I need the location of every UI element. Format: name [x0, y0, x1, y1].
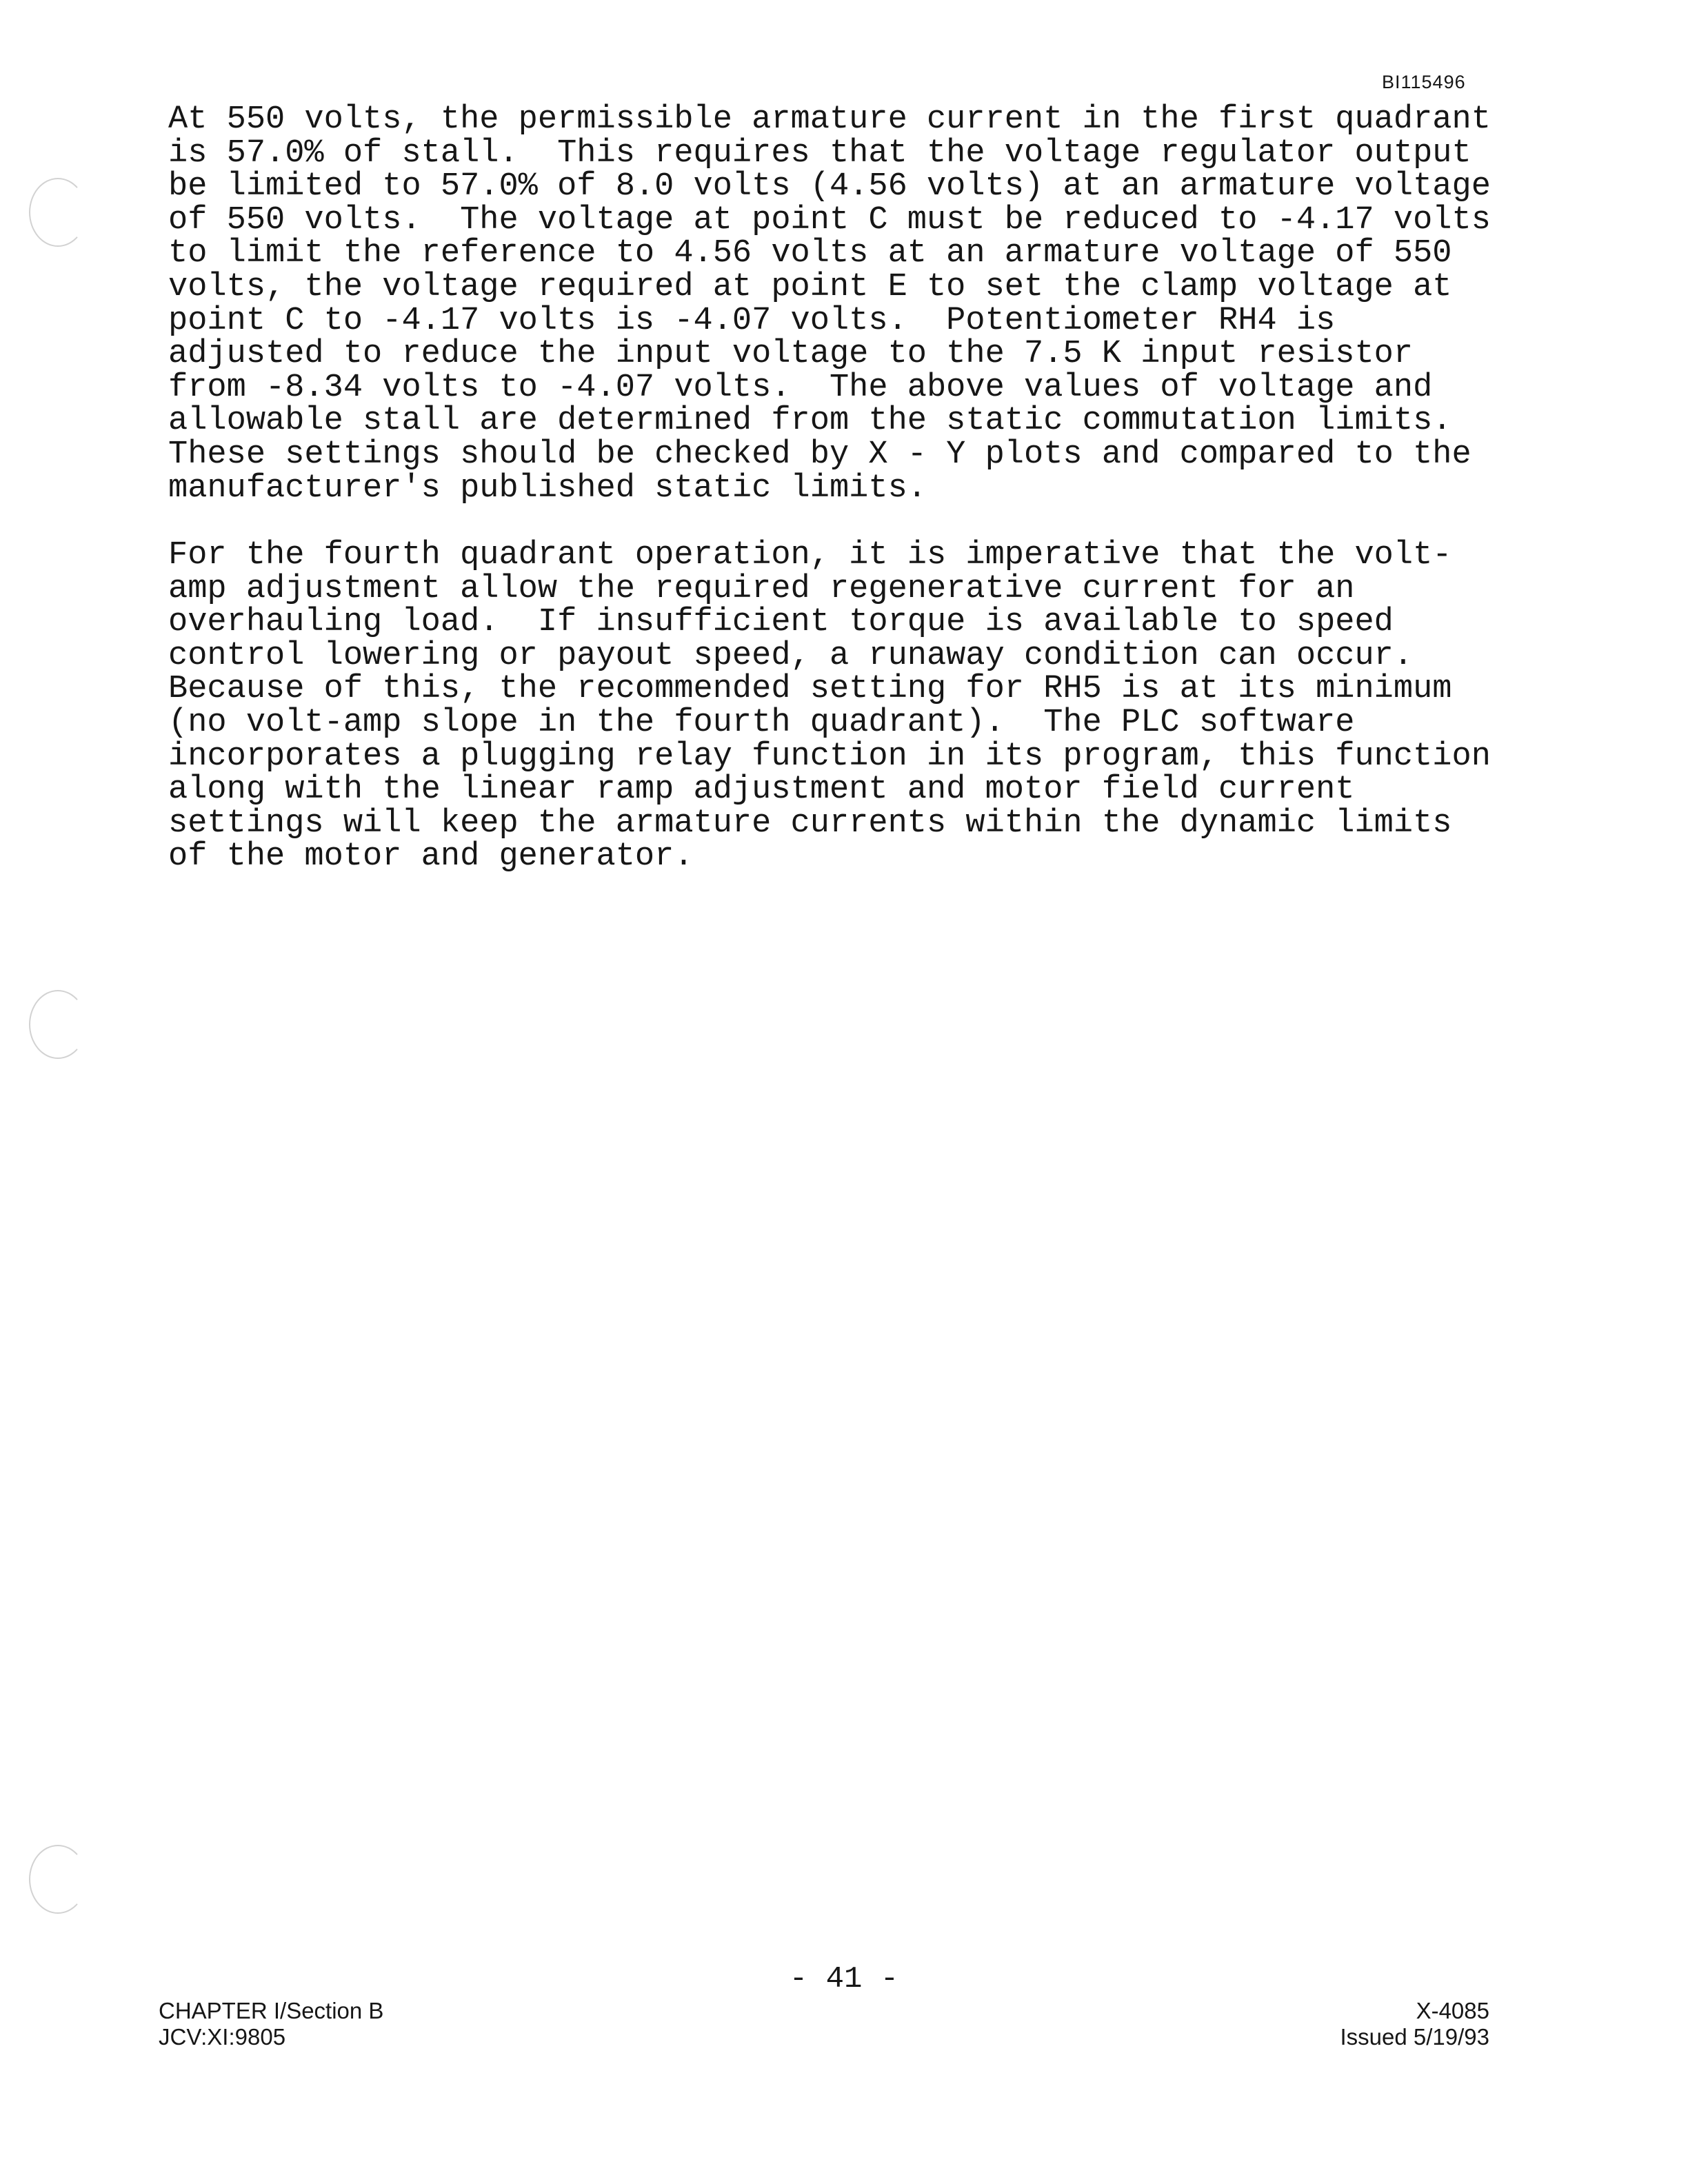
- body-paragraph-fourth-quadrant: [168, 539, 1491, 874]
- text-line: control lowering or payout speed, a runaway condition can occur.: [168, 637, 1414, 674]
- text-line: be limited to 57.0% of 8.0 volts (4.56 volts) at an armature voltage: [168, 168, 1491, 205]
- text-line: For the fourth quadrant operation, it is imperative that the volt-: [168, 537, 1452, 574]
- footer-chapter: CHAPTER I/Section B: [159, 1998, 384, 2023]
- text-line: settings will keep the armature currents within the dynamic limits: [168, 805, 1452, 842]
- footer-issue-date: Issued 5/19/93: [1340, 2024, 1489, 2050]
- text-line: of 550 volts. The voltage at point C must be reduced to -4.17 volts: [168, 201, 1491, 239]
- footer-reference-code: JCV:XI:9805: [159, 2024, 286, 2050]
- text-line: is 57.0% of stall. This requires that the voltage regulator output: [168, 134, 1471, 172]
- punch-hole-mark: [29, 178, 87, 247]
- text-line: (no volt-amp slope in the fourth quadrant). The PLC software: [168, 704, 1355, 741]
- text-line: along with the linear ramp adjustment and motor field current: [168, 771, 1355, 809]
- text-line: At 550 volts, the permissible armature current in the first quadrant: [168, 101, 1491, 138]
- text-line: incorporates a plugging relay function in its program, this function: [168, 738, 1491, 775]
- text-line: of the motor and generator.: [168, 838, 694, 876]
- text-line: from -8.34 volts to -4.07 volts. The above values of voltage and: [168, 369, 1433, 406]
- page-number: - 41 -: [789, 1962, 899, 1996]
- body-paragraph-first-quadrant: [168, 103, 1491, 505]
- text-line: manufacturer's published static limits.: [168, 469, 927, 507]
- document-id: BI115496: [1382, 72, 1466, 92]
- text-line: volts, the voltage required at point E to set the clamp voltage at: [168, 268, 1452, 305]
- footer-issue-info: [1340, 1998, 1490, 2050]
- footer-chapter-info: [159, 1998, 383, 2050]
- footer-document-number: X-4085: [1416, 1998, 1489, 2023]
- text-line: amp adjustment allow the required regenerative current for an: [168, 570, 1355, 607]
- punch-hole-mark: [29, 1845, 87, 1914]
- punch-hole-mark: [29, 990, 87, 1059]
- text-line: Because of this, the recommended setting for RH5 is at its minimum: [168, 671, 1452, 708]
- text-line: to limit the reference to 4.56 volts at an armature voltage of 550: [168, 235, 1452, 272]
- text-line: point C to -4.17 volts is -4.07 volts. Potentiometer RH4 is: [168, 302, 1336, 339]
- text-line: These settings should be checked by X - Y plots and compared to the: [168, 436, 1471, 473]
- text-line: overhauling load. If insufficient torque is available to speed: [168, 604, 1394, 641]
- text-line: adjusted to reduce the input voltage to the 7.5 K input resistor: [168, 336, 1414, 373]
- text-line: allowable stall are determined from the static commutation limits.: [168, 403, 1452, 440]
